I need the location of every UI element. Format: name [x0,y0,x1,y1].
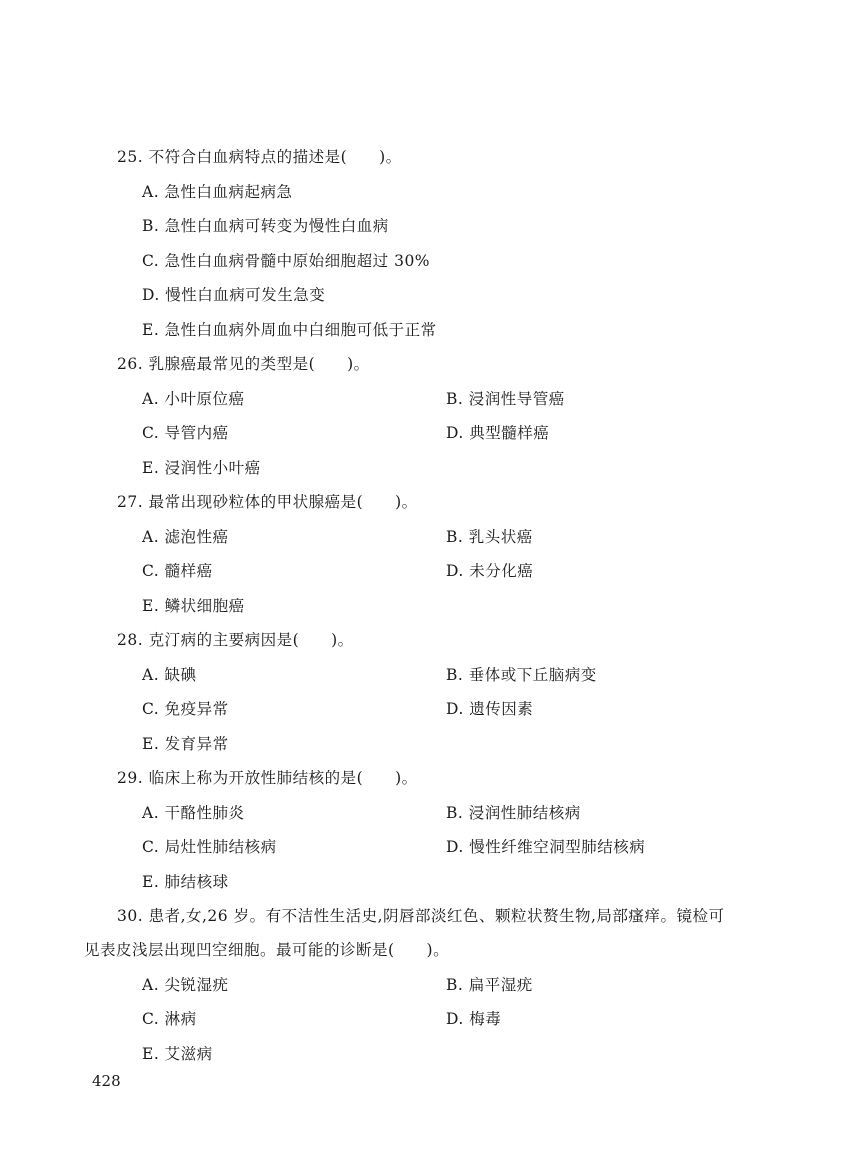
option-26-a: A. 小叶原位癌 [142,390,245,408]
page-number: 428 [92,1072,121,1090]
option-30-c: C. 淋病 [142,1010,197,1028]
question-stem-25: 25. 不符合白血病特点的描述是( )。 [117,148,402,166]
option-30-a: A. 尖锐湿疣 [142,976,229,994]
question-stem-30: 30. 患者,女,26 岁。有不洁性生活史,阴唇部淡红色、颗粒状赘生物,局部瘙痒。镜检可 [117,907,725,925]
option-25-d: D. 慢性白血病可发生急变 [142,286,326,304]
option-26-d: D. 典型髓样癌 [446,424,550,442]
question-stem-26: 26. 乳腺癌最常见的类型是( )。 [117,355,370,373]
question-stem-30-cont: 见表皮浅层出现凹空细胞。最可能的诊断是( )。 [84,941,450,959]
option-27-a: A. 滤泡性癌 [142,528,229,546]
option-25-c: C. 急性白血病骨髓中原始细胞超过 30% [142,252,431,270]
option-29-d: D. 慢性纤维空洞型肺结核病 [446,838,646,856]
option-28-b: B. 垂体或下丘脑病变 [446,666,597,684]
question-stem-27: 27. 最常出现砂粒体的甲状腺癌是( )。 [117,493,418,511]
option-30-d: D. 梅毒 [446,1010,502,1028]
option-25-e: E. 急性白血病外周血中白细胞可低于正常 [142,321,437,339]
option-27-d: D. 未分化癌 [446,562,534,580]
option-28-d: D. 遗传因素 [446,700,534,718]
option-25-a: A. 急性白血病起病急 [142,183,293,201]
option-29-b: B. 浸润性肺结核病 [446,804,581,822]
option-30-e: E. 艾滋病 [142,1045,213,1063]
option-28-e: E. 发育异常 [142,735,229,753]
option-30-b: B. 扁平湿疣 [446,976,533,994]
question-stem-29: 29. 临床上称为开放性肺结核的是( )。 [117,769,418,787]
option-29-c: C. 局灶性肺结核病 [142,838,277,856]
option-27-c: C. 髓样癌 [142,562,213,580]
question-stem-28: 28. 克汀病的主要病因是( )。 [117,631,354,649]
option-28-c: C. 免疫异常 [142,700,229,718]
option-25-b: B. 急性白血病可转变为慢性白血病 [142,217,389,235]
option-27-b: B. 乳头状癌 [446,528,533,546]
option-29-e: E. 肺结核球 [142,873,229,891]
option-29-a: A. 干酪性肺炎 [142,804,245,822]
option-26-e: E. 浸润性小叶癌 [142,459,261,477]
option-26-b: B. 浸润性导管癌 [446,390,565,408]
option-28-a: A. 缺碘 [142,666,197,684]
option-26-c: C. 导管内癌 [142,424,229,442]
option-27-e: E. 鳞状细胞癌 [142,597,245,615]
